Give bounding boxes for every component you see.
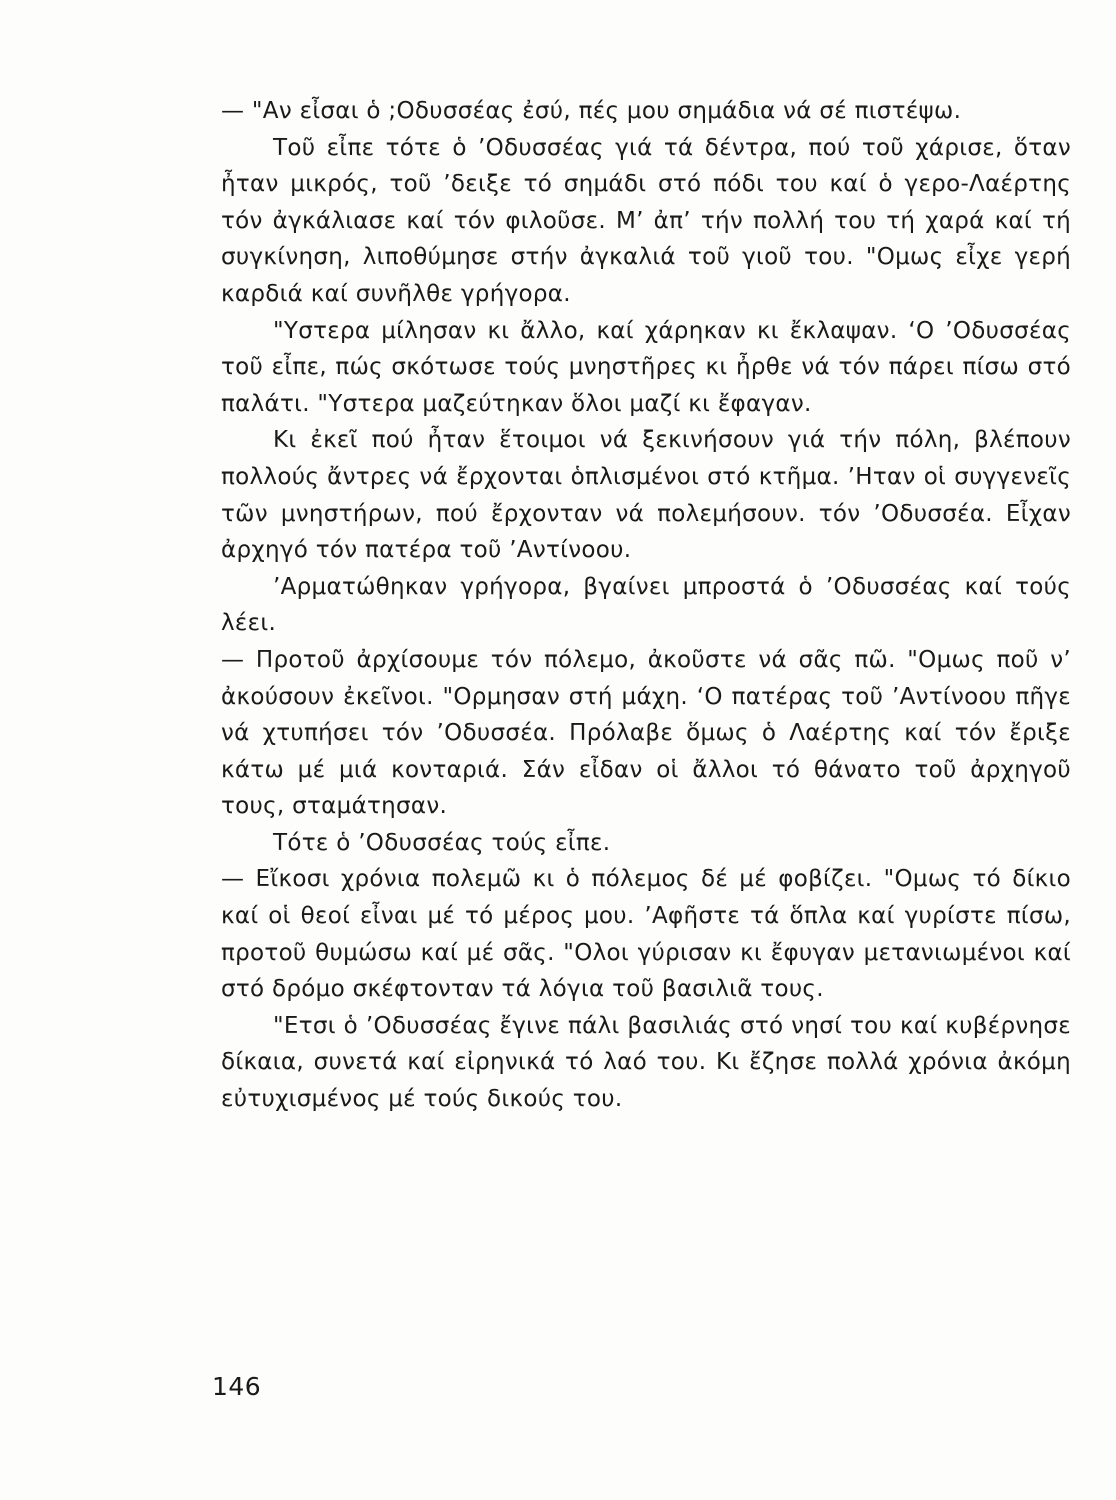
paragraph-4: Κι ἐκεῖ πού ἦταν ἕτοιμοι νά ξεκινήσουν γιά τήν πόλη, βλέπουν πολλούς ἄντρες νά ἔρχονται ὁπλισμένοι στό κτῆμα. ’Ηταν οἱ συγγενεῖς τῶν μνηστήρων, πού ἔρχονταν νά πολεμήσουν. τόν ’Οδυσσέα. Εἶχαν ἀρχηγό τόν πατέρα τοῦ ’Αντίνοου. [221, 427, 1071, 564]
paragraph-9: "Ετσι ὁ ’Οδυσσέας ἔγινε πάλι βασιλιάς στό νησί του καί κυβέρνησε δίκαια, συνετά καί εἰρηνικά τό λαό του. Κι ἔζησε πολλά χρόνια ἀκόμη εὐτυχισμένος μέ τούς δικούς του. [221, 1012, 1071, 1113]
paragraph-5: ’Αρματώθηκαν γρήγορα, βγαίνει μπροστά ὁ ’Οδυσσέας καί τούς λέει. [221, 573, 1071, 637]
paragraph-8: — Εἴκοσι χρόνια πολεμῶ κι ὁ πόλεμος δέ μέ φοβίζει. "Ομως τό δίκιο καί οἱ θεοί εἶναι μέ τό μέρος μου. ’Αφῆστε τά ὅπλα καί γυρίστε πίσω, προτοῦ θυμώσω καί μέ σᾶς. "Ολοι γύρισαν κι ἔφυγαν μετανιωμένοι καί στό δρόμο σκέφτονταν τά λόγια τοῦ βασιλιᾶ τους. [221, 866, 1071, 1003]
paragraph-3: "Υστερα μίλησαν κι ἄλλο, καί χάρηκαν κι ἔκλαψαν. ‘Ο ’Οδυσσέας τοῦ εἶπε, πώς σκότωσε τούς μνηστῆρες κι ἦρθε νά τόν πάρει πίσω στό παλάτι. "Υστερα μαζεύτηκαν ὅλοι μαζί κι ἔφαγαν. [221, 317, 1071, 417]
paragraph-7: Τότε ὁ ’Οδυσσέας τούς εἶπε. [273, 829, 611, 856]
paragraph-1: — "Αν εἶσαι ὁ ;Οδυσσέας ἐσύ, πές μου σημάδια νά σέ πιστέψω. [221, 98, 962, 124]
page-number: 146 [212, 1372, 262, 1401]
paragraph-2: Τοῦ εἶπε τότε ὁ ’Οδυσσέας γιά τά δέντρα, πού τοῦ χάρισε, ὅταν ἦταν μικρός, τοῦ ’δειξε τό σημάδι στό πόδι του καί ὁ γερο-Λαέρτης τόν ἀγκάλιασε καί τόν φιλοῦσε. Μ’ ἀπ’ τήν πολλή του τή χαρά καί τή συγκίνηση, λιποθύμησε στήν ἀγκαλιά τοῦ γιοῦ του. "Ομως εἶχε γερή καρδιά καί συνῆλθε γρήγορα. [221, 134, 1071, 307]
body-text [221, 93, 1071, 1118]
paragraph-6: — Προτοῦ ἀρχίσουμε τόν πόλεμο, ἀκοῦστε νά σᾶς πῶ. "Ομως ποῦ ν’ ἀκούσουν ἐκεῖνοι. "Ορμησαν στή μάχη. ‘Ο πατέρας τοῦ ’Αντίνοου πῆγε νά χτυπήσει τόν ’Οδυσσέα. Πρόλαβε ὅμως ὁ Λαέρτης καί τόν ἔριξε κάτω μέ μιά κονταριά. Σάν εἶδαν οἱ ἄλλοι τό θάνατο τοῦ ἀρχηγοῦ τους, σταμάτησαν. [221, 646, 1071, 820]
